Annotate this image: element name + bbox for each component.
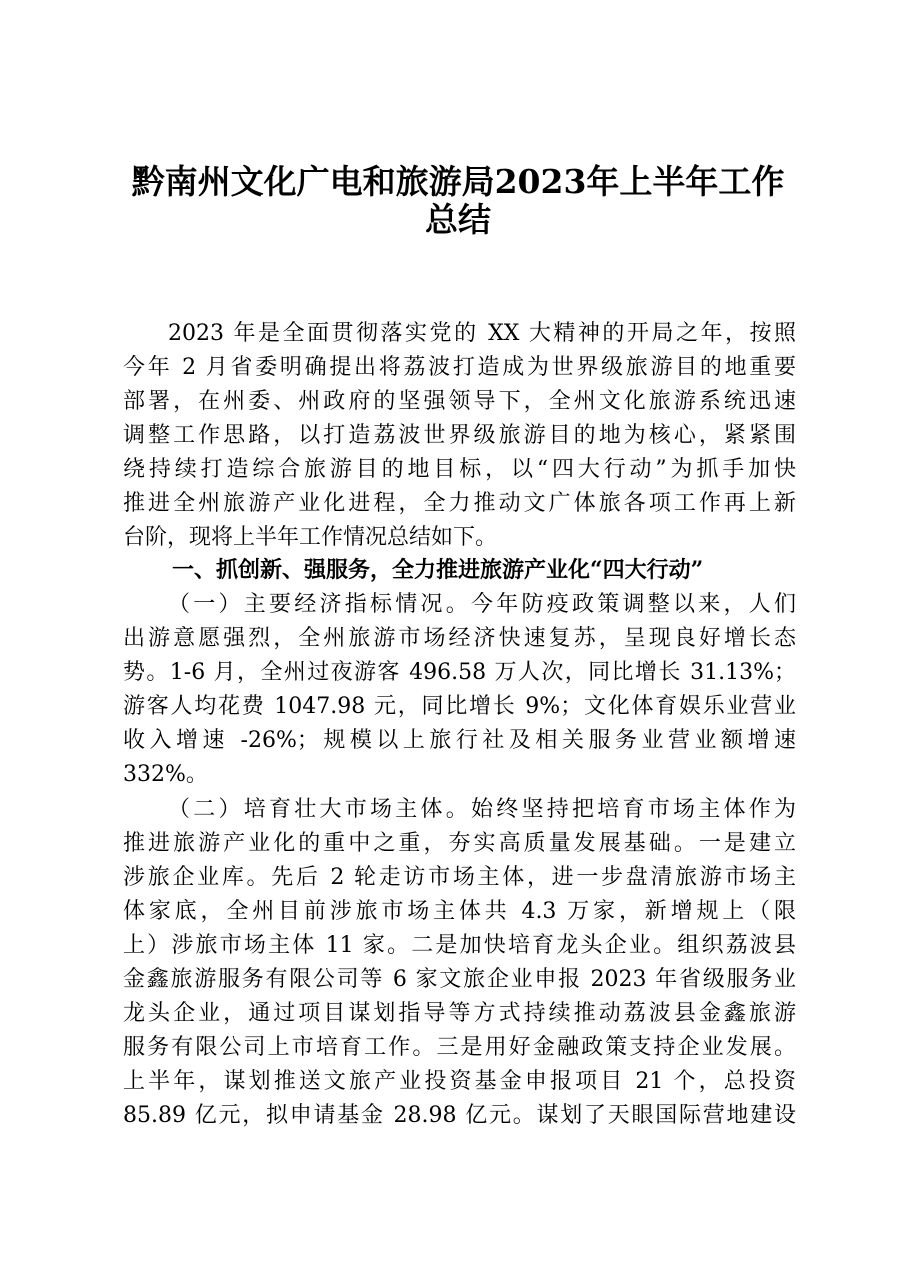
paragraph-line: 85.89 亿元，拟申请基金 28.98 亿元。谋划了天眼国际营地建设 (123, 1103, 796, 1128)
section-heading: 一、抓创新、强服务，全力推进旅游产业化“四大行动” (172, 557, 704, 583)
paragraph-line: 势。1-6 月，全州过夜游客 496.58 万人次，同比增长 31.13%； (123, 660, 796, 685)
paragraph-line: 332%。 (123, 762, 208, 787)
paragraph-line: 收入增速 -26%；规模以上旅行社及相关服务业营业额增速 (123, 728, 796, 753)
paragraph-line: 今年 2 月省委明确提出将荔波打造成为世界级旅游目的地重要 (123, 355, 796, 380)
paragraph-line: 上半年，谋划推送文旅产业投资基金申报项目 21 个，总投资 (123, 1069, 796, 1094)
paragraph-line: 上）涉旅市场主体 11 家。二是加快培育龙头企业。组织荔波县 (123, 933, 796, 958)
paragraph-line: 涉旅企业库。先后 2 轮走访市场主体，进一步盘清旅游市场主 (123, 865, 796, 890)
paragraph-line: 推进旅游产业化的重中之重，夯实高质量发展基础。一是建立 (123, 831, 796, 856)
paragraph-line: 调整工作思路，以打造荔波世界级旅游目的地为核心，紧紧围 (123, 423, 796, 448)
document-title-line-2: 总结 (425, 200, 491, 239)
paragraph-line: 2023 年是全面贯彻落实党的 XX 大精神的开局之年，按照 (168, 321, 796, 346)
paragraph-line: 体家底，全州目前涉旅市场主体共 4.3 万家，新增规上（限 (123, 899, 796, 924)
paragraph-line: 推进全州旅游产业化进程，全力推动文广体旅各项工作再上新 (123, 491, 796, 516)
paragraph-line: 服务有限公司上市培育工作。三是用好金融政策支持企业发展。 (123, 1035, 796, 1060)
paragraph-line: 部署，在州委、州政府的坚强领导下，全州文化旅游系统迅速 (123, 389, 796, 414)
paragraph-line: 龙头企业，通过项目谋划指导等方式持续推动荔波县金鑫旅游 (123, 1001, 796, 1026)
paragraph-line: （二）培育壮大市场主体。始终坚持把培育市场主体作为 (168, 797, 796, 822)
paragraph-line: 绕持续打造综合旅游目的地目标，以“四大行动”为抓手加快 (123, 457, 796, 482)
paragraph-line: 出游意愿强烈，全州旅游市场经济快速复苏，呈现良好增长态 (123, 626, 796, 651)
paragraph-line: （一）主要经济指标情况。今年防疫政策调整以来，人们 (168, 592, 796, 617)
paragraph-line: 金鑫旅游服务有限公司等 6 家文旅企业申报 2023 年省级服务业 (123, 967, 796, 992)
paragraph-line: 游客人均花费 1047.98 元，同比增长 9%；文化体育娱乐业营业 (123, 694, 796, 719)
paragraph-line: 台阶，现将上半年工作情况总结如下。 (123, 525, 498, 550)
document-title-line-1: 黔南州文化广电和旅游局2023年上半年工作 (131, 162, 785, 201)
